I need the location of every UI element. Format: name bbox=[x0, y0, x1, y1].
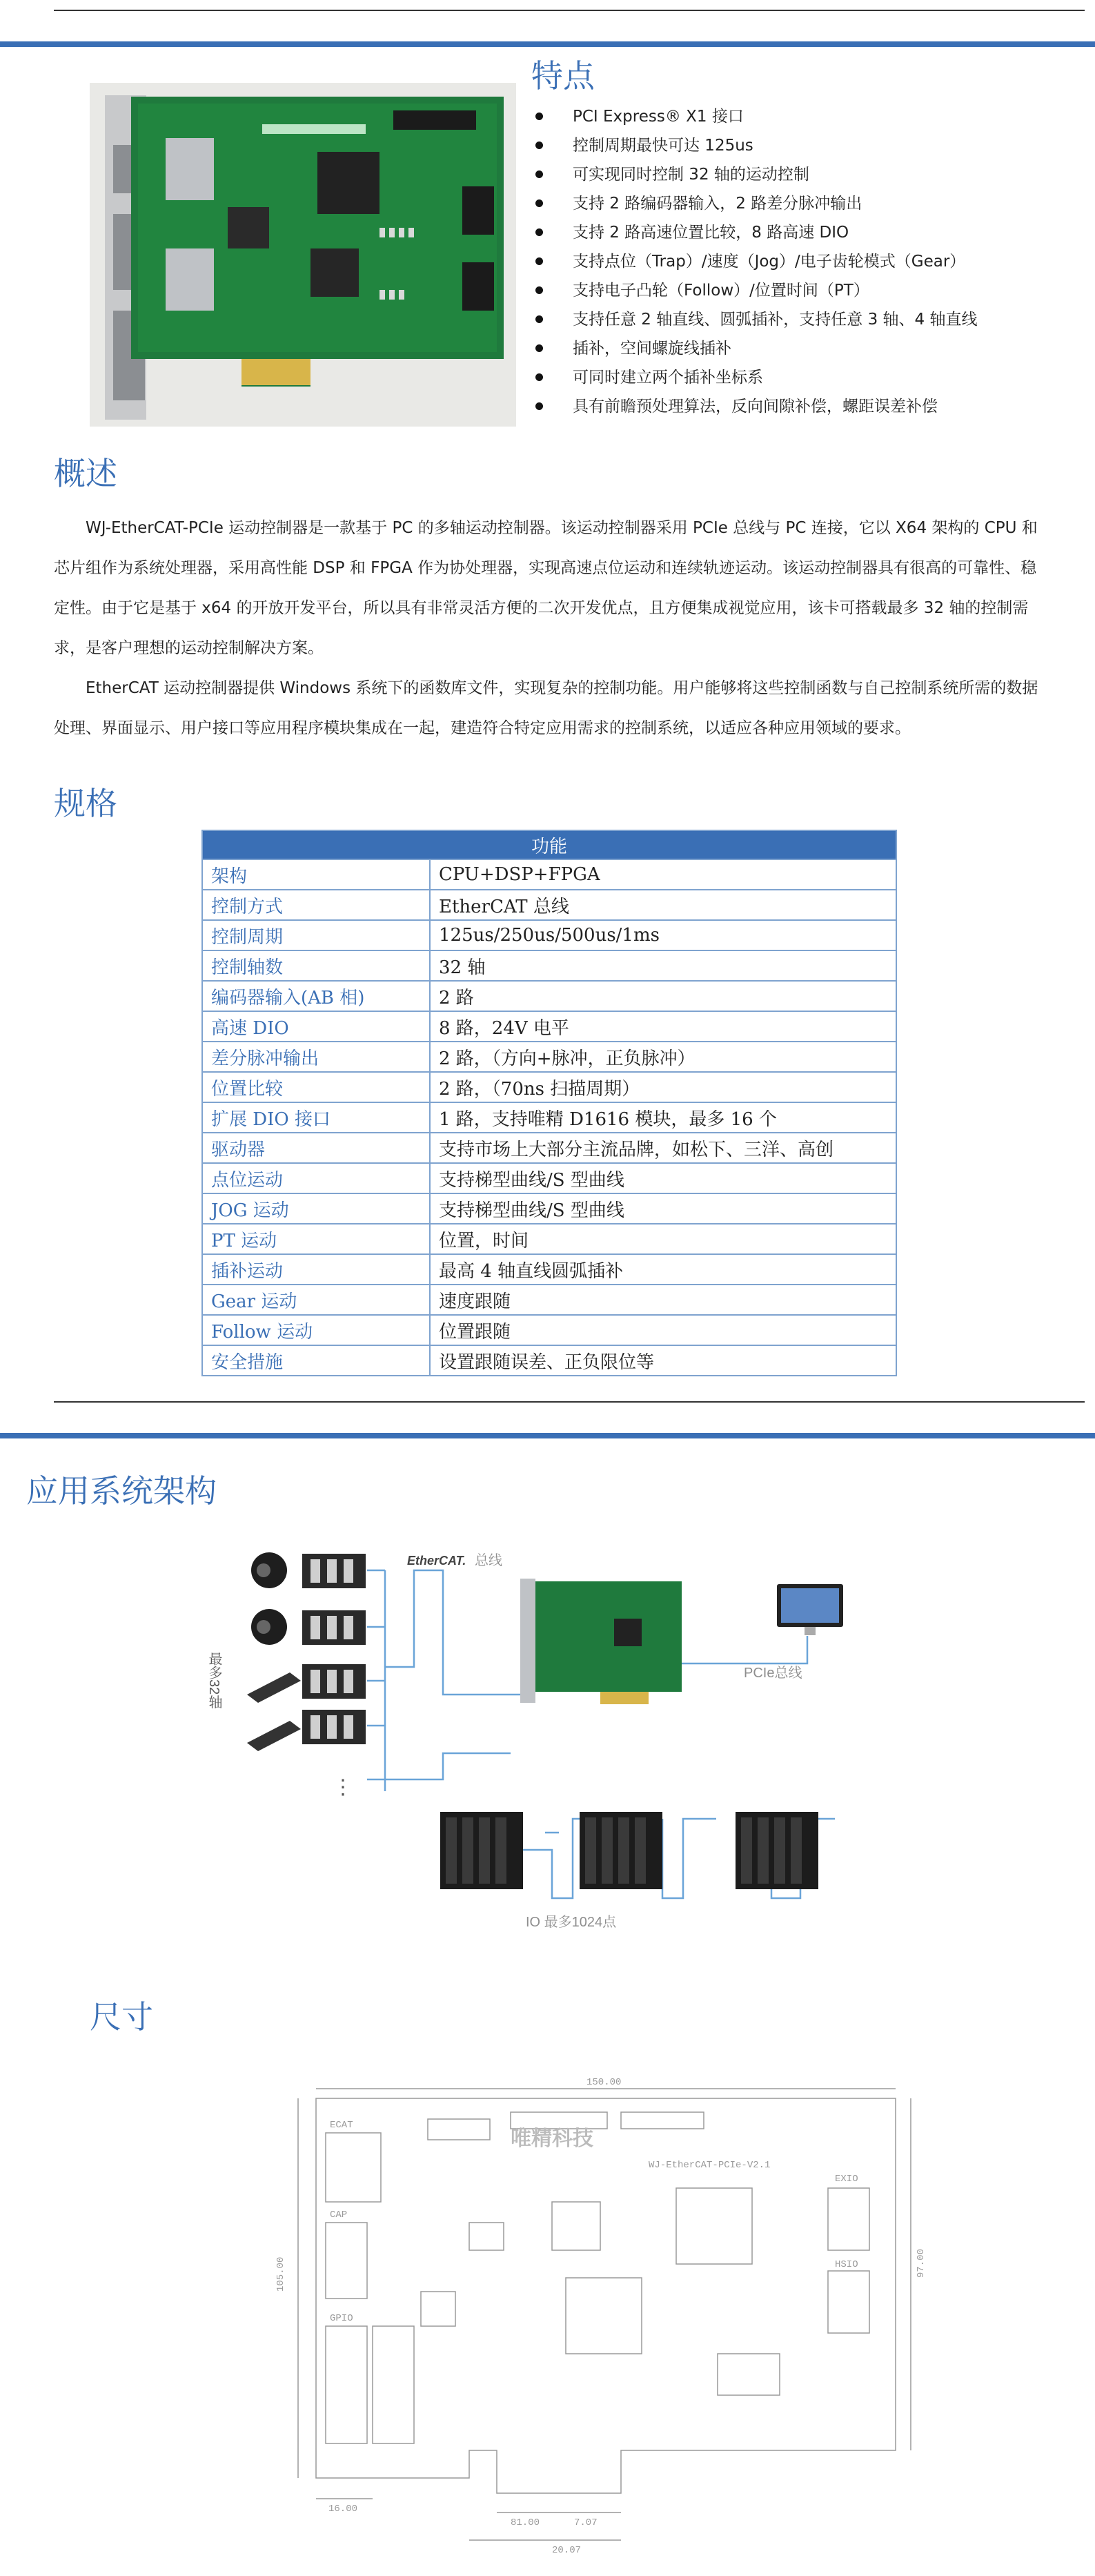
label-cap: CAP bbox=[330, 2209, 348, 2221]
dim-width: 150.00 bbox=[586, 2077, 622, 2088]
spec-value: EtherCAT 总线 bbox=[430, 890, 896, 920]
spec-key: PT 运动 bbox=[202, 1224, 430, 1254]
table-row bbox=[202, 950, 896, 981]
label-hsio: HSIO bbox=[835, 2259, 858, 2270]
io-max-label: IO 最多1024点 bbox=[526, 1915, 617, 1930]
table-row bbox=[202, 1254, 896, 1285]
linear-motor-icon bbox=[247, 1672, 301, 1703]
ellipsis-icon: ⋮ bbox=[333, 1776, 353, 1799]
spec-key: 编码器输入(AB 相) bbox=[202, 981, 430, 1011]
spec-value: 位置，时间 bbox=[430, 1224, 896, 1254]
spec-key: 插补运动 bbox=[202, 1254, 430, 1285]
table-row bbox=[202, 1133, 896, 1163]
controller-card-icon bbox=[527, 1581, 682, 1692]
features-list bbox=[531, 102, 1014, 421]
spec-value: 支持市场上大部分主流品牌，如松下、三洋、高创 bbox=[430, 1133, 896, 1163]
feature-item: 支持 2 路编码器输入，2 路差分脉冲输出 bbox=[531, 189, 1014, 218]
spec-table-header: 功能 bbox=[202, 830, 896, 859]
spec-value: 支持梯型曲线/S 型曲线 bbox=[430, 1163, 896, 1193]
spec-key: 控制周期 bbox=[202, 920, 430, 950]
table-row bbox=[202, 981, 896, 1011]
spec-key: 安全措施 bbox=[202, 1345, 430, 1376]
feature-item: 可实现同时控制 32 轴的运动控制 bbox=[531, 160, 1014, 189]
ethercat-logo: EtherCAT. bbox=[407, 1554, 466, 1568]
feature-item: 支持电子凸轮（Follow）/位置时间（PT） bbox=[531, 276, 1014, 305]
table-row bbox=[202, 1345, 896, 1376]
feature-item: 支持任意 2 轴直线、圆弧插补，支持任意 3 轴、4 轴直线 bbox=[531, 305, 1014, 334]
architecture-heading: 应用系统架构 bbox=[26, 1472, 217, 1510]
spec-value: 最高 4 轴直线圆弧插补 bbox=[430, 1254, 896, 1285]
table-row bbox=[202, 1285, 896, 1315]
spec-table bbox=[201, 830, 897, 1376]
spec-value: 速度跟随 bbox=[430, 1285, 896, 1315]
dim-bottom-a: 81.00 bbox=[511, 2517, 540, 2528]
pcie-bus-label: PCIe总线 bbox=[744, 1666, 802, 1681]
section-blue-bar bbox=[0, 1433, 1095, 1438]
spec-value: 设置跟随误差、正负限位等 bbox=[430, 1345, 896, 1376]
top-blue-bar bbox=[0, 41, 1095, 47]
spec-value: 2 路，（70ns 扫描周期） bbox=[430, 1072, 896, 1102]
dim-bottom-b: 20.07 bbox=[552, 2545, 582, 2556]
table-row bbox=[202, 859, 896, 890]
feature-item: 具有前瞻预处理算法，反向间隙补偿，螺距误差补偿 bbox=[531, 392, 1014, 421]
spec-key: 点位运动 bbox=[202, 1163, 430, 1193]
overview-paragraph-1: WJ-EtherCAT-PCIe 运动控制器是一款基于 PC 的多轴运动控制器。该运动控制器采用 PCIe 总线与 PC 连接，它以 X64 架构的 CPU 和芯片组作为系统处理器，采用高性能 DSP 和 FPGA 作为协处理器，实现高速点位运动和连续轨迹运动。该运动控制器具有很高的可靠性、稳定性。由于它是基于 x64 的开放开发平台，所以具有非常灵活方便的二次开发优点，且方便集成视觉应用，该卡可搭载最多 32 轴的控制需求，是客户理想的运动控制解决方案。 bbox=[54, 519, 1038, 657]
spec-key: Gear 运动 bbox=[202, 1285, 430, 1315]
table-row bbox=[202, 1072, 896, 1102]
dimensions-heading: 尺寸 bbox=[90, 1998, 153, 2036]
dim-height-right: 97.00 bbox=[916, 2248, 927, 2278]
spec-key: JOG 运动 bbox=[202, 1193, 430, 1224]
feature-item: PCI Express® X1 接口 bbox=[531, 102, 1014, 131]
section-rule bbox=[54, 1401, 1085, 1403]
overview-paragraph-2: EtherCAT 运动控制器提供 Windows 系统下的函数库文件，实现复杂的控制功能。用户能够将这些控制函数与自己控制系统所需的数据处理、界面显示、用户接口等应用程序模块集成在一起，建造符合特定应用需求的控制系统，以适应各种应用领域的要求。 bbox=[54, 679, 1038, 737]
spec-key: 位置比较 bbox=[202, 1072, 430, 1102]
dim-slot-width: 7.07 bbox=[574, 2517, 598, 2528]
linear-motor-icon bbox=[247, 1721, 301, 1751]
spec-heading: 规格 bbox=[54, 785, 117, 822]
label-ecat: ECAT bbox=[330, 2120, 353, 2131]
spec-value: 支持梯型曲线/S 型曲线 bbox=[430, 1193, 896, 1224]
dim-height-left: 105.00 bbox=[275, 2256, 286, 2292]
table-row bbox=[202, 1224, 896, 1254]
spec-key: 驱动器 bbox=[202, 1133, 430, 1163]
bus-label: 总线 bbox=[475, 1553, 502, 1568]
table-row bbox=[202, 1011, 896, 1042]
spec-value: 1 路，支持唯精 D1616 模块，最多 16 个 bbox=[430, 1102, 896, 1133]
table-row bbox=[202, 1193, 896, 1224]
feature-item-continuation: 插补，空间螺旋线插补 bbox=[531, 334, 1014, 363]
spec-value: 125us/250us/500us/1ms bbox=[430, 920, 896, 950]
brand-logo: 唯精科技 bbox=[511, 2127, 593, 2151]
table-row bbox=[202, 1102, 896, 1133]
dimension-drawing bbox=[262, 2064, 938, 2561]
spec-key: 高速 DIO bbox=[202, 1011, 430, 1042]
label-exio: EXIO bbox=[835, 2174, 858, 2185]
feature-item: 可同时建立两个插补坐标系 bbox=[531, 363, 1014, 392]
top-rule bbox=[54, 10, 1085, 11]
label-gpio: GPIO bbox=[330, 2313, 353, 2324]
feature-item: 控制周期最快可达 125us bbox=[531, 131, 1014, 160]
table-row bbox=[202, 920, 896, 950]
overview-heading: 概述 bbox=[54, 455, 117, 492]
spec-key: 差分脉冲输出 bbox=[202, 1042, 430, 1072]
max-axes-label: 最多32轴 bbox=[206, 1652, 221, 1709]
feature-item: 支持点位（Trap）/速度（Jog）/电子齿轮模式（Gear） bbox=[531, 247, 1014, 276]
table-row bbox=[202, 1315, 896, 1345]
architecture-diagram bbox=[186, 1515, 897, 1943]
spec-value: 32 轴 bbox=[430, 950, 896, 981]
spec-value: 位置跟随 bbox=[430, 1315, 896, 1345]
spec-value: CPU+DSP+FPGA bbox=[430, 859, 896, 890]
spec-key: 扩展 DIO 接口 bbox=[202, 1102, 430, 1133]
board-model-label: WJ-EtherCAT-PCIe-V2.1 bbox=[649, 2160, 771, 2171]
spec-value: 2 路 bbox=[430, 981, 896, 1011]
feature-item: 支持 2 路高速位置比较，8 路高速 DIO bbox=[531, 218, 1014, 247]
spec-key: 控制轴数 bbox=[202, 950, 430, 981]
spec-value: 2 路，（方向+脉冲，正负脉冲） bbox=[430, 1042, 896, 1072]
table-row bbox=[202, 1163, 896, 1193]
dim-left-offset: 16.00 bbox=[328, 2504, 358, 2515]
spec-value: 8 路，24V 电平 bbox=[430, 1011, 896, 1042]
table-row bbox=[202, 1042, 896, 1072]
spec-key: 架构 bbox=[202, 859, 430, 890]
features-heading: 特点 bbox=[531, 57, 595, 95]
product-photo bbox=[90, 83, 516, 427]
table-row bbox=[202, 890, 896, 920]
spec-key: Follow 运动 bbox=[202, 1315, 430, 1345]
spec-key: 控制方式 bbox=[202, 890, 430, 920]
